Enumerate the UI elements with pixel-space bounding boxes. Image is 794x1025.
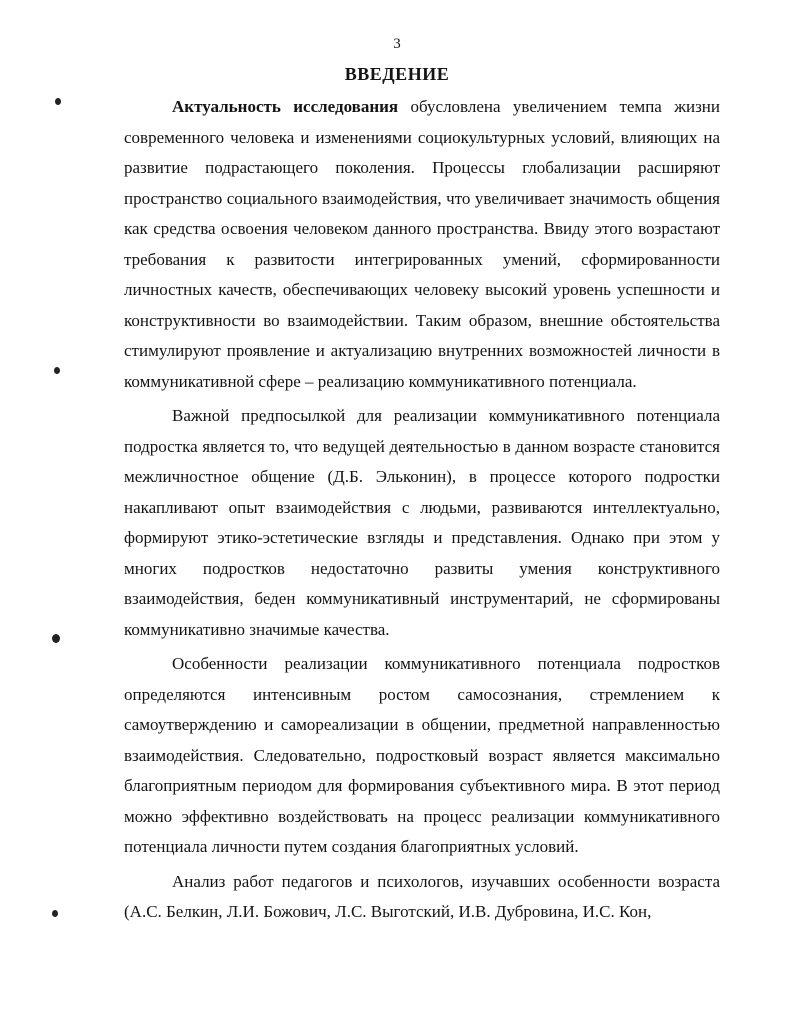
page-title: ВВЕДЕНИЕ (344, 64, 450, 84)
binding-hole-mark (52, 910, 58, 917)
document-body (124, 92, 720, 932)
binding-hole-mark (54, 367, 60, 374)
page-number: 3 (393, 36, 401, 52)
paragraph-prerequisite: Важной предпосылкой для реализации коммуникативного потенциала подростка является то, что ведущей деятельностью в данном возрасте становится межличностное общение (Д.Б. Эльконин), в процессе которого подростки накапливают опыт взаимодействия с людьми, развиваются интеллектуально, формируют этико-эстетические взгляды и представления. Однако при этом у многих подростков недостаточно развиты умения конструктивного взаимодействия, беден коммуникативный инструментарий, не сформированы коммуникативно значимые качества. (124, 406, 720, 639)
paragraph-analysis: Анализ работ педагогов и психологов, изучавших особенности возраста (А.С. Белкин, Л.И. Божович, Л.С. Выготский, И.В. Дубровина, И.С. Кон, (124, 871, 720, 921)
paragraph-lead: Актуальность исследования (172, 97, 399, 116)
binding-hole-mark (52, 634, 60, 643)
paragraph-text: обусловлена увеличением темпа жизни современного человека и изменениями социокультурных условий, влияющих на развитие подрастающего поколения. Процессы глобализации расширяют пространство социального взаимодействия, что увеличивает значимость общения как средства освоения человеком данного пространства. Ввиду этого возрастают требования к развитости интегрированных умений, сформированности личностных качеств, обеспечивающих человеку высокий уровень успешности и конструктивности во взаимодействии. Таким образом, внешние обстоятельства стимулируют проявление и актуализацию внутренних возможностей личности в коммуникативной сфере – реализацию коммуникативного потенциала. (124, 97, 720, 391)
binding-hole-mark (55, 98, 61, 105)
paragraph-relevance (124, 92, 720, 397)
paragraph-features: Особенности реализации коммуникативного потенциала подростков определяются интенсивным ростом самосознания, стремлением к самоутверждению и самореализации в общении, предметной направленностью взаимодействия. Следовательно, подростковый возраст является максимально благоприятным периодом для формирования субъективного мира. В этот период можно эффективно воздействовать на процесс реализации коммуникативного потенциала личности путем создания благоприятных условий. (124, 654, 720, 856)
